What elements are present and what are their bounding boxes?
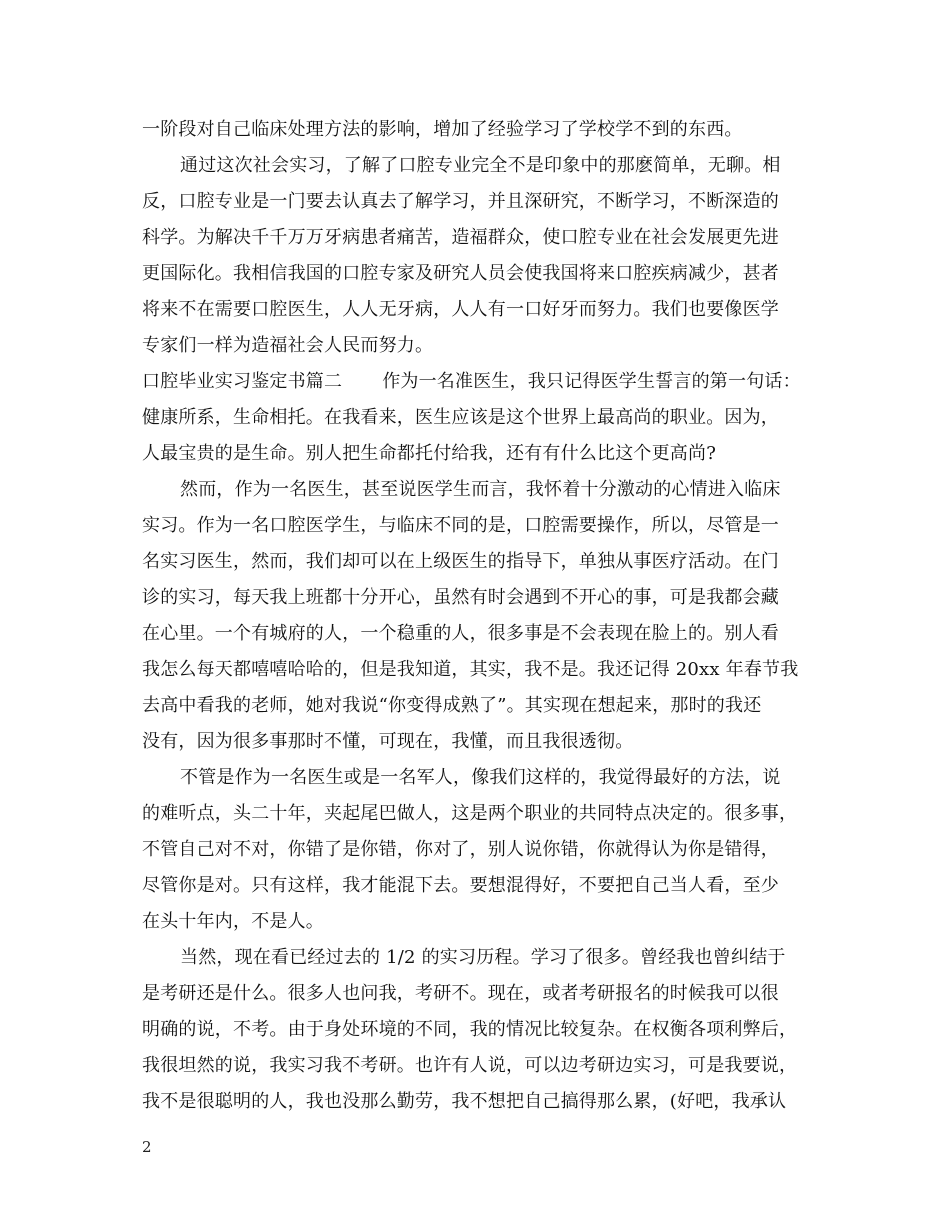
text-line: 反，口腔专业是一门要去认真去了解学习，并且深研究，不断学习，不断深造的 [142, 191, 779, 212]
page-number: 2 [142, 1138, 152, 1156]
text-line: 专家们一样为造福社会人民而努力。 [142, 335, 434, 356]
paragraph [142, 940, 818, 1120]
text-line: 我怎么每天都嘻嘻哈哈的，但是我知道，其实，我不是。我还记得 20xx 年春节我 [142, 659, 799, 680]
paragraph [142, 364, 818, 472]
text-line: 没有，因为很多事那时不懂，可现在，我懂，而且我很透彻。 [142, 731, 634, 752]
text-line: 的难听点，头二十年，夹起尾巴做人，这是两个职业的共同特点决定的。很多事， [142, 803, 798, 824]
section-heading: 口腔毕业实习鉴定书篇二 [142, 371, 343, 392]
paragraph [142, 148, 818, 364]
text-line: 不管是作为一名医生或是一名军人，像我们这样的，我觉得最好的方法，说 [180, 767, 781, 788]
heading-line [142, 364, 818, 400]
text-line: 去高中看我的老师，她对我说“你变得成熟了”。其实现在想起来，那时的我还 [142, 695, 762, 716]
text-line: 诊的实习，每天我上班都十分开心，虽然有时会遇到不开心的事，可是我都会藏 [142, 587, 779, 608]
text-line: 实习。作为一名口腔医学生，与临床不同的是，口腔需要操作，所以，尽管是一 [142, 515, 779, 536]
text-line: 科学。为解决千千万万牙病患者痛苦，造福群众，使口腔专业在社会发展更先进 [142, 227, 779, 248]
text-line: 我很坦然的说，我实习我不考研。也许有人说，可以边考研边实习，可是我要说， [142, 1055, 798, 1076]
text-line: 在头十年内，不是人。 [142, 911, 324, 932]
paragraph [142, 472, 818, 760]
text-fragment: 作为一名准医生，我只记得医学生誓言的第一句话： [382, 371, 801, 392]
text-line: 尽管你是对。只有这样，我才能混下去。要想混得好，不要把自己当人看，至少 [142, 875, 779, 896]
text-line: 当然，现在看已经过去的 1/2 的实习历程。学习了很多。曾经我也曾纠结于 [180, 947, 786, 968]
text-line: 更国际化。我相信我国的口腔专家及研究人员会使我国将来口腔疾病减少，甚者 [142, 263, 779, 284]
text-line: 健康所系，生命相托。在我看来，医生应该是这个世界上最高尚的职业。因为， [142, 407, 779, 428]
text-line: 我不是很聪明的人，我也没那么勤劳，我不想把自己搞得那么累，(好吧，我承认 [142, 1091, 787, 1112]
text-line: 一阶段对自己临床处理方法的影响，增加了经验学习了学校学不到的东西。 [142, 119, 743, 140]
text-line: 是考研还是什么。很多人也问我，考研不。现在，或者考研报名的时候我可以很 [142, 983, 779, 1004]
text-line: 将来不在需要口腔医生，人人无牙病，人人有一口好牙而努力。我们也要像医学 [142, 299, 779, 320]
paragraph [142, 760, 818, 940]
text-line: 然而，作为一名医生，甚至说医学生而言，我怀着十分激动的心情进入临床 [180, 479, 781, 500]
text-line: 在心里。一个有城府的人，一个稳重的人，很多事是不会表现在脸上的。别人看 [142, 623, 779, 644]
text-line: 明确的说，不考。由于身处环境的不同，我的情况比较复杂。在权衡各项利弊后， [142, 1019, 798, 1040]
text-line: 人最宝贵的是生命。别人把生命都托付给我，还有有什么比这个更高尚? [142, 443, 717, 464]
document-body [142, 112, 818, 1120]
paragraph [142, 112, 818, 148]
text-line: 通过这次社会实习，了解了口腔专业完全不是印象中的那麽简单，无聊。相 [180, 155, 781, 176]
text-line: 名实习医生，然而，我们却可以在上级医生的指导下，单独从事医疗活动。在门 [142, 551, 779, 572]
text-line: 不管自己对不对，你错了是你错，你对了，别人说你错，你就得认为你是错得， [142, 839, 779, 860]
